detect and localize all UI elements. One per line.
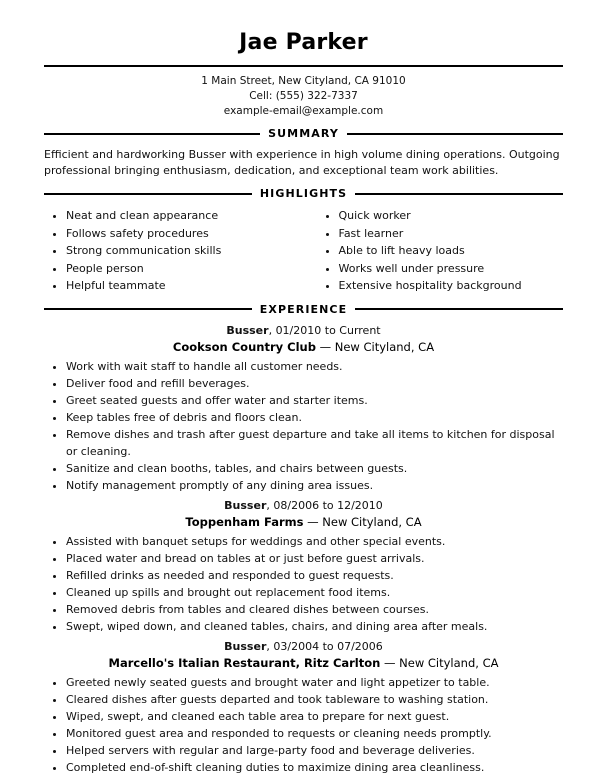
list-item: • Remove dishes and trash after guest departure and take all items to kitchen for disposal or cleaning. [66,426,563,460]
list-item: • Swept, wiped down, and cleaned tables, chairs, and dining area after meals. [66,618,563,635]
job-role-line [44,498,563,514]
job-company-line [44,655,563,672]
separator-dash: — [380,655,400,670]
list-item: • Work with wait staff to handle all customer needs. [66,358,563,375]
list-item: • Assisted with banquet setups for weddings and other special events. [66,533,563,550]
list-item: • Notify management promptly of any dining area issues. [66,477,563,494]
rule-left [44,193,252,195]
rule-right [355,308,563,310]
list-item: • Follows safety procedures [66,225,291,243]
list-item: • Fast learner [339,225,564,243]
job-location: New Cityland, CA [399,655,499,670]
job-role-line [44,639,563,655]
section-header-experience [44,303,563,316]
experience-entry [44,498,563,635]
list-item: • Cleaned up spills and brought out replacement food items. [66,584,563,601]
list-item: • Helped servers with regular and large-party food and beverage deliveries. [66,742,563,759]
separator-comma: , [268,323,276,337]
job-role: Busser [226,323,269,337]
section-header-highlights [44,187,563,200]
list-item: • Helpful teammate [66,277,291,295]
list-item: • Greet seated guests and offer water and starter items. [66,392,563,409]
list-item: • Sanitize and clean booths, tables, and chairs between guests. [66,460,563,477]
highlights-column-right [317,207,564,295]
list-item: • Strong communication skills [66,242,291,260]
section-title-summary: SUMMARY [268,127,339,140]
separator-comma: , [266,498,274,512]
job-location: New Cityland, CA [322,514,422,529]
highlights-columns [44,207,563,295]
contact-block [44,74,563,119]
list-item: • Wiped, swept, and cleaned each table area to prepare for next guest. [66,708,563,725]
job-company: Marcello's Italian Restaurant, Ritz Carlton [108,655,381,670]
job-duties [44,674,563,776]
job-company: Toppenham Farms [185,514,304,529]
section-header-summary [44,127,563,140]
page-title: Jae Parker [239,30,368,55]
list-item: • Placed water and bread on tables at or just before guest arrivals. [66,550,563,567]
list-item: • Monitored guest area and responded to requests or cleaning needs promptly. [66,725,563,742]
job-duties [44,358,563,494]
separator-dash: — [315,339,335,354]
experience-entry [44,323,563,494]
rule-left [44,308,252,310]
job-location: New Cityland, CA [334,339,435,354]
job-dates: 03/2004 to 07/2006 [273,639,383,653]
list-item: • Extensive hospitality background [339,277,564,295]
section-title-experience: EXPERIENCE [259,302,348,316]
rule-right [347,133,563,135]
rule-right [355,193,563,195]
job-dates: 01/2010 to Current [275,323,381,337]
divider-under-name [44,65,563,67]
job-role-line [44,323,563,339]
job-company-line [44,514,563,531]
summary-text: Efficient and hardworking Busser with experience in high volume dining operations. Outgoing professional bringing enthusiasm, dedication, and exceptional team work abilities. [44,148,560,177]
list-item: • Deliver food and refill beverages. [66,375,563,392]
job-company-line [44,339,563,356]
job-dates: 08/2006 to 12/2010 [273,498,383,512]
list-item: • Refilled drinks as needed and responded to guest requests. [66,567,563,584]
list-item: • Completed end-of-shift cleaning duties to maximize dining area cleanliness. [66,759,563,776]
job-duties [44,533,563,635]
separator-comma: , [266,639,274,653]
list-item: • Able to lift heavy loads [339,242,564,260]
list-item: • Cleared dishes after guests departed and took tableware to washing station. [66,691,563,708]
separator-dash: — [303,514,323,529]
experience-entry [44,639,563,776]
list-item: • Keep tables free of debris and floors clean. [66,409,563,426]
contact-phone: Cell: (555) 322-7337 [249,90,358,102]
job-role: Busser [224,639,267,653]
list-item: • Removed debris from tables and cleared dishes between courses. [66,601,563,618]
job-role: Busser [224,498,267,512]
job-company: Cookson Country Club [172,339,316,354]
section-title-highlights: HIGHLIGHTS [259,187,348,200]
contact-email: example-email@example.com [223,105,384,117]
list-item: • People person [66,260,291,278]
list-item: • Greeted newly seated guests and brought water and light appetizer to table. [66,674,563,691]
highlights-column-left [44,207,291,295]
list-item: • Quick worker [339,207,564,225]
list-item: • Works well under pressure [339,260,564,278]
rule-left [44,133,260,135]
contact-address: 1 Main Street, New Cityland, CA 91010 [201,75,406,87]
list-item: • Neat and clean appearance [66,207,291,225]
